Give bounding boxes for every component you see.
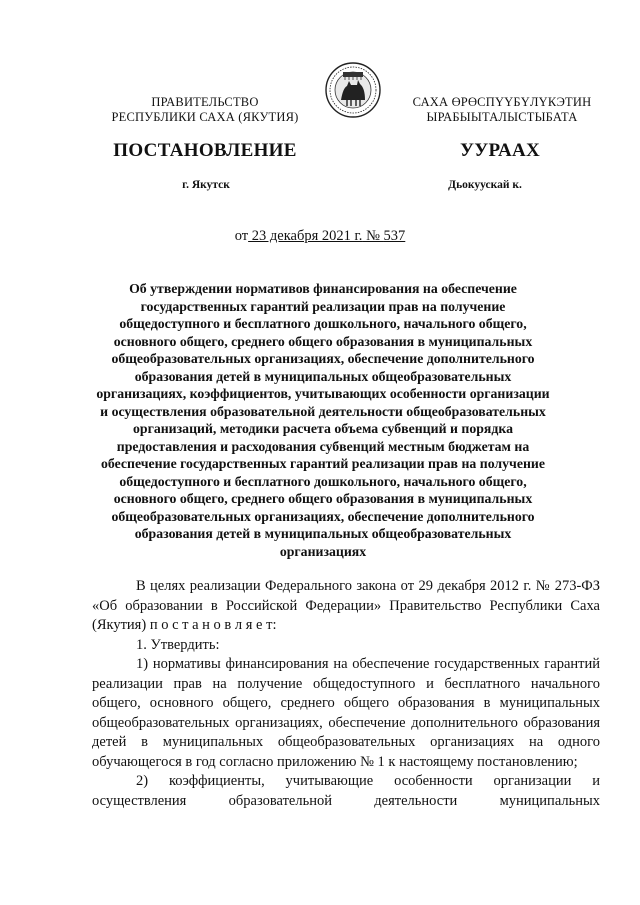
document-date: 23 декабря 2021 г. — [248, 228, 363, 244]
preamble-paragraph — [92, 577, 600, 636]
government-name-sah-line-2: ЫРАБЫЫТАЛЫСТЫБАТА — [426, 110, 578, 124]
subject-line: основного общего, среднего общего образования в муниципальных — [113, 333, 533, 349]
government-name-line-2: РЕСПУБЛИКИ САХА (ЯКУТИЯ) — [111, 110, 299, 124]
subject-line: и осуществления образовательной деятельности общеобразовательных — [100, 403, 546, 419]
subject-line: основного общего, среднего общего образования в муниципальных — [113, 491, 533, 506]
city-ru: г. Якутск — [182, 179, 230, 191]
government-name-line-1: ПРАВИТЕЛЬСТВО — [151, 95, 259, 109]
subject-line: общедоступного и бесплатного дошкольного, начального общего, — [119, 473, 527, 489]
document-number: 537 — [383, 228, 406, 244]
item-1-1: 1) нормативы финансирования на обеспечение государственных гарантий реализации прав на получение общедоступного и бесплатного начального общего, основного общего, среднего общего образования в муниципальных общеобразовательных организациях, обеспечение дополнительного образования детей в муниципальных общеобразовательных организациях на одного обучающегося в год согласно приложению № 1 к настоящему постановлению; — [92, 656, 600, 770]
subject-line: общеобразовательных организациях, обеспечение дополнительного — [111, 351, 535, 366]
subject-line: организациях — [279, 543, 367, 559]
subject-line: образования детей в муниципальных общеобразовательных — [134, 526, 512, 541]
government-name-sah — [392, 95, 612, 125]
subject-line: организациях, коэффициентов, учитывающих особенности организации — [96, 386, 550, 401]
subject-line: обеспечение государственных гарантий реализации прав на получение — [101, 456, 545, 471]
subject-line: общеобразовательных организациях, обеспечение дополнительного — [111, 508, 535, 524]
preamble-text: В целях реализации Федерального закона от 29 декабря 2012 г. № 273-ФЗ «Об образовании в Российской Федерации» Правительство Республики Саха (Якутия) — [92, 578, 600, 633]
decree-word: п о с т а н о в л я е т: — [149, 617, 277, 633]
number-prefix: от — [234, 228, 249, 244]
item-1: 1. Утвердить: — [136, 636, 220, 653]
government-name-sah-line-1: САХА ӨРӨСПҮҮБҮЛҮКЭТИН — [412, 95, 592, 109]
subject-line: Об утверждении нормативов финансирования на обеспечение — [129, 281, 517, 296]
document-type-ru: ПОСТАНОВЛЕНИЕ — [113, 140, 297, 161]
item-1-2: 2) коэффициенты, учитывающие особенности организации и осуществления образовательной деятельности муниципальных — [92, 773, 600, 809]
number-label: № — [362, 228, 384, 244]
subject-line: государственных гарантий реализации прав на получение — [140, 298, 506, 314]
subject-line: общедоступного и бесплатного дошкольного, начального общего, — [119, 316, 527, 331]
subject-line: организаций, методики расчета объема субвенций и порядка — [133, 421, 513, 436]
document-subject — [92, 280, 554, 560]
subject-line: образования детей в муниципальных общеобразовательных — [134, 368, 512, 384]
city-sah: Дьокуускай к. — [448, 179, 522, 191]
government-name-ru — [100, 95, 310, 125]
document-number-line — [0, 228, 640, 245]
document-type-sah: УУРААХ — [459, 140, 541, 161]
subject-line: предоставления и расходования субвенций местным бюджетам на — [116, 438, 530, 454]
document-body — [92, 577, 600, 811]
coat-of-arms-emblem — [325, 62, 381, 118]
